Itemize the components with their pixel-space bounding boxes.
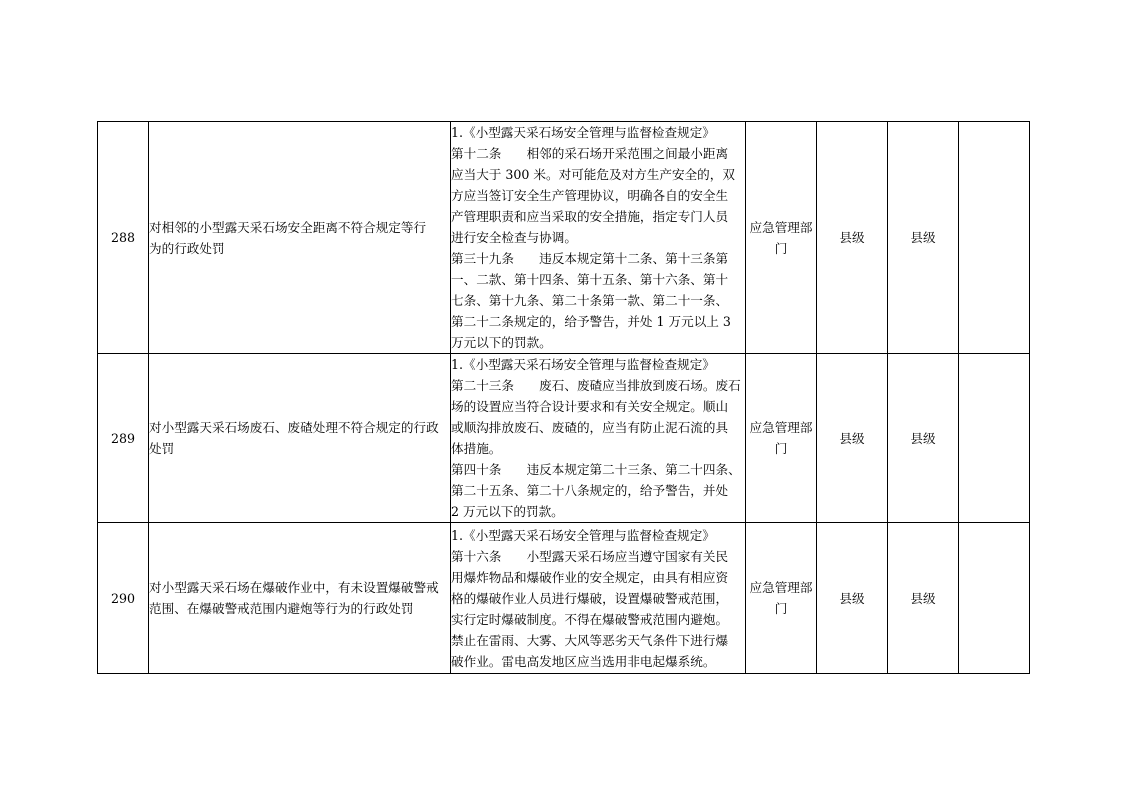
basis-line: 进行安全检查与协调。 — [451, 230, 577, 245]
note-cell — [959, 523, 1030, 674]
table-row — [98, 122, 1030, 354]
note-cell — [959, 354, 1030, 523]
item-number: 290 — [98, 523, 149, 674]
basis-line: 方应当签订安全生产管理协议，明确各自的安全生 — [451, 188, 729, 203]
table-row — [98, 523, 1030, 674]
basis-line: 万元以下的罚款。 — [451, 335, 552, 350]
basis-line: 格的爆破作业人员进行爆破，设置爆破警戒范围， — [451, 590, 729, 606]
basis-line: 1.《小型露天采石场安全管理与监督检查规定》 — [451, 527, 715, 543]
basis-line: 第十二条 相邻的采石场开采范围之间最小距离 — [451, 146, 729, 161]
department-line: 门 — [774, 601, 788, 616]
basis-line: 用爆炸物品和爆破作业的安全规定，由具有相应资 — [451, 569, 729, 585]
basis-line: 第二十二条规定的，给予警告，并处 1 万元以上 3 — [451, 314, 731, 329]
basis-line: 禁止在雷雨、大雾、大风等恶劣天气条件下进行爆 — [451, 632, 729, 648]
matter-line: 为的行政处罚 — [149, 240, 225, 256]
basis-line: 第三十九条 违反本规定第十二条、第十三条第 — [451, 251, 729, 266]
matter-line: 对小型露天采石场废石、废碴处理不符合规定的行政 — [149, 420, 439, 435]
matter-line: 对相邻的小型露天采石场安全距离不符合规定等行 — [149, 219, 427, 235]
item-matter — [149, 523, 451, 674]
basis-line: 第二十五条、第二十八条规定的，给予警告，并处 — [451, 483, 729, 498]
basis-line: 2 万元以下的罚款。 — [451, 504, 564, 519]
basis-line: 破作业。雷电高发地区应当选用非电起爆系统。 — [451, 653, 716, 669]
item-number: 289 — [98, 354, 149, 523]
basis-line: 1.《小型露天采石场安全管理与监督检查规定》 — [451, 357, 715, 372]
responsible-department — [746, 122, 817, 354]
matter-line: 对小型露天采石场在爆破作业中，有未设置爆破警戒 — [149, 580, 439, 595]
basis-line: 第四十条 违反本规定第二十三条、第二十四条、 — [451, 462, 741, 477]
legal-basis — [451, 354, 746, 523]
basis-line: 第十六条 小型露天采石场应当遵守国家有关民 — [451, 548, 729, 564]
item-matter — [149, 354, 451, 523]
level-b: 县级 — [888, 354, 959, 523]
basis-line: 七条、第十九条、第二十条第一款、第二十一条、 — [451, 293, 729, 308]
basis-line: 1.《小型露天采石场安全管理与监督检查规定》 — [451, 125, 715, 140]
basis-line: 或顺沟排放废石、废碴的，应当有防止泥石流的具 — [451, 420, 729, 435]
level-a: 县级 — [817, 122, 888, 354]
level-b: 县级 — [888, 122, 959, 354]
table-row — [98, 354, 1030, 523]
basis-line: 实行定时爆破制度。不得在爆破警戒范围内避炮。 — [451, 611, 729, 627]
basis-line: 第二十三条 废石、废碴应当排放到废石场。废石 — [451, 378, 741, 393]
responsible-department — [746, 354, 817, 523]
basis-line: 一、二款、第十四条、第十五条、第十六条、第十 — [451, 272, 729, 287]
department-line: 应急管理部 — [749, 420, 813, 435]
level-a: 县级 — [817, 354, 888, 523]
enforcement-items-table — [97, 121, 1030, 674]
item-number: 288 — [98, 122, 149, 354]
basis-line: 体措施。 — [451, 441, 502, 456]
level-b: 县级 — [888, 523, 959, 674]
department-line: 门 — [774, 240, 788, 256]
level-a: 县级 — [817, 523, 888, 674]
department-line: 应急管理部 — [749, 580, 813, 595]
department-line: 门 — [774, 441, 788, 456]
basis-line: 产管理职责和应当采取的安全措施，指定专门人员 — [451, 209, 729, 224]
legal-basis — [451, 523, 746, 674]
basis-line: 应当大于 300 米。对可能危及对方生产安全的，双 — [451, 167, 735, 182]
department-line: 应急管理部 — [749, 219, 813, 235]
basis-line: 场的设置应当符合设计要求和有关安全规定。顺山 — [451, 399, 729, 414]
note-cell — [959, 122, 1030, 354]
responsible-department — [746, 523, 817, 674]
legal-basis — [451, 122, 746, 354]
item-matter — [149, 122, 451, 354]
matter-line: 处罚 — [149, 441, 175, 456]
matter-line: 范围、在爆破警戒范围内避炮等行为的行政处罚 — [149, 601, 414, 616]
